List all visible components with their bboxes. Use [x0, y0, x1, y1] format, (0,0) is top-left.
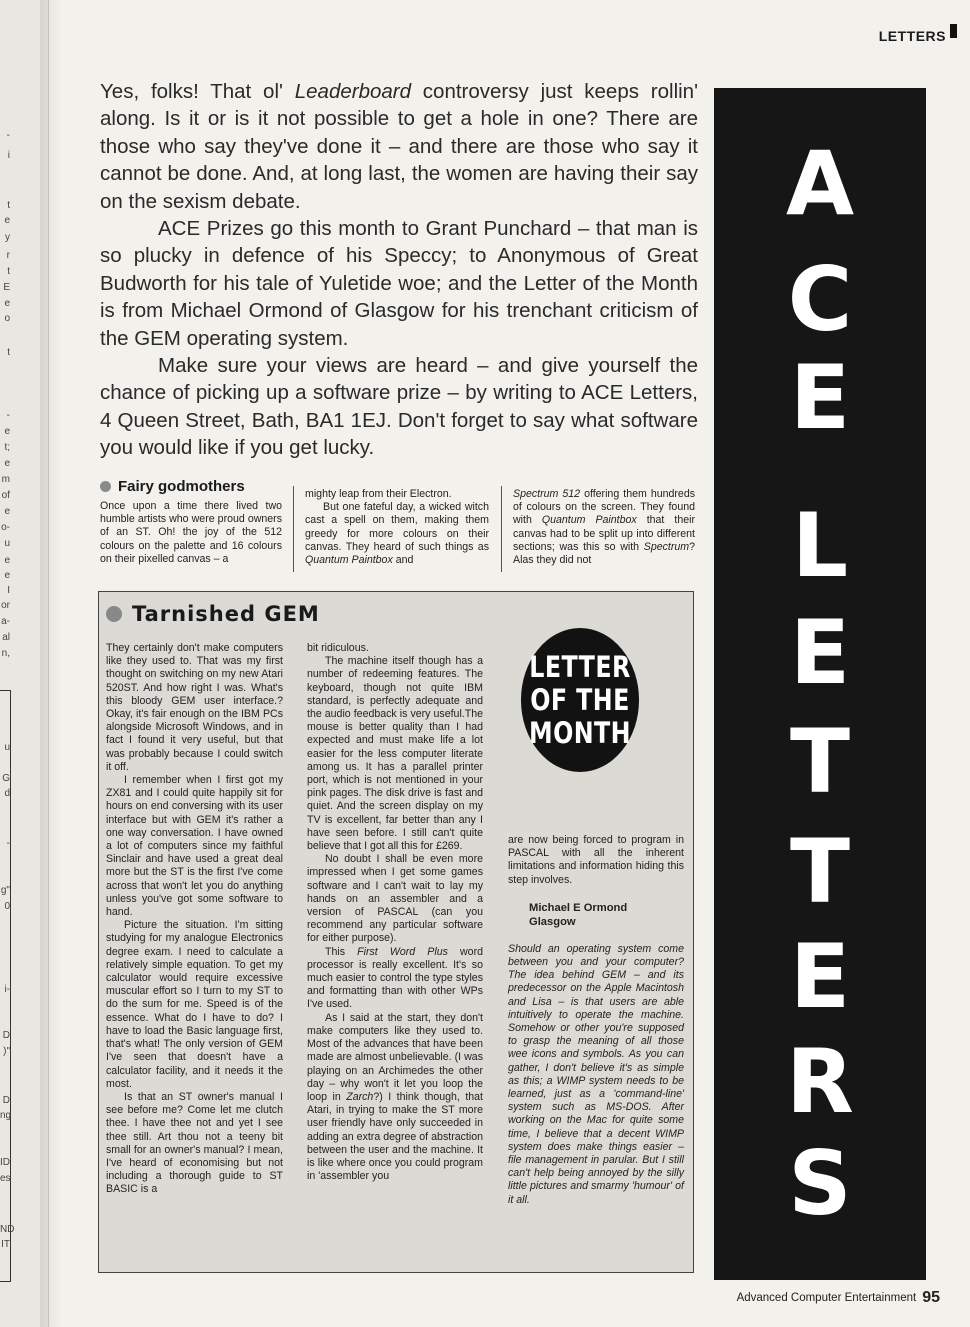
gutter-text-fragment: y [5, 232, 10, 243]
column-rule [501, 486, 502, 572]
gutter-text-fragment: of [1, 490, 10, 501]
gutter-text-fragment: e [4, 458, 10, 469]
gutter-text-fragment: t; [4, 442, 10, 453]
banner-letter: E [789, 925, 851, 1028]
intro-paragraph-2: ACE Prizes go this month to Grant Punchard – that man is so plucky in defence of his Speccy; to Anonymous of Great Budworth for his tale of Yuletide woe; and the Letter of the Month is from Michael Ormond of Glasgow for his trenchant criticism of the GEM operating system. [100, 217, 698, 350]
gem-column-1: They certainly don't make computers like they used to. That was my first thought on switching on my new Atari 520ST. And how right I was. What's this bloody GEM user interface.? Okay, it's fair enough on the IBM PCs alongside Microsoft Windows, and in fact I found it very useful, but that was probably because I could switch it off. I remember when I first got my ZX81 and I could quite happily sit for hours on end conversing with its user interface but with GEM it's rather a one way conversation. I have owned a lot of computers since my faithful Sinclair and have used a great deal more but the ST is the first I've come across that won't let you do anything unless you've got some software to hand. Picture the situation. I'm sitting studying for my analogue Electronics degree exam. I need to calculate a relatively simple equation. To get my calculator would require excessive muscular effort so I turn to my ST to do the sum for me. Speed is of the essence. What do I have to do? I have to load the Basic language first, that's what! The only version of GEM I've seen that doesn't have a calculator facility, and it needs it the most. Is that an ST owner's manual I see before me? Come let me clutch thee. I have thee not and yet I see thee still. Art thou not a teeny bit small for an owner's manual? I mean, I've heard of economising but not including a thorough guide to ST BASIC is a [106, 642, 283, 1196]
fairy-heading: Fairy godmothers [100, 478, 245, 495]
gem-letter-title: Tarnished GEM [106, 602, 320, 626]
gutter-text-fragment: d [4, 788, 10, 799]
banner-letter: E [789, 346, 851, 449]
gutter-text-fragment: e [4, 215, 10, 226]
gutter-text-fragment: es [0, 1173, 11, 1184]
gutter-text-fragment: D [2, 1095, 10, 1106]
banner-letter: R [786, 1030, 854, 1133]
banner-letter: T [789, 710, 851, 813]
banner-letter: S [788, 1132, 852, 1235]
signature-place: Glasgow [529, 915, 576, 928]
bullet-icon [106, 606, 122, 622]
gutter-text-fragment: r [6, 250, 10, 261]
gem-column-3: are now being forced to program in PASCAL with all the inherent limitations and information hiding this step involves. Michael E Ormond Glasgow Should an operating system come between you and your computer? The idea behind GEM – and its predecessor on the Apple Macintosh and Lisa – is that users are able intuitively to operate the machine. Somehow or other you're supposed to grasp the meaning of all those wee icons and symbols. As you can gather, I don't believe it's as simple as this; a WIMP system needs to be learned, just as a 'command-line' system such as MS-DOS. After working on the Mac for quite some time, I believe that a decent WIMP system does make things easier – file management in parular. But I still can't help being annoyed by the silly little pictures and smarmy 'humour' of it all. [508, 834, 684, 1206]
ace-letters-vertical-banner [714, 88, 926, 1280]
editor-reply: Should an operating system come between you and your computer? The idea behind GEM – and its predecessor on the Apple Macintosh and Lisa – is that users are able intuitively to operate the machine. Somehow or other you're supposed to grasp the meaning of all those wee icons and symbols. As you can gather, I don't believe it's as simple as this; a WIMP system needs to be learned, just as a 'command-line' system such as MS-DOS. After working on the Mac for quite some time, I believe that a decent WIMP system does make things easier – file management in parular. But I still can't help being annoyed by the silly little pictures and smarmy 'humour' of it all. [508, 942, 684, 1206]
gutter-text-fragment: )" [3, 1046, 10, 1057]
gutter-text-fragment: ID [0, 1157, 10, 1168]
bullet-icon [100, 481, 111, 492]
gutter-text-fragment: or [1, 600, 10, 611]
gutter-text-fragment: o [4, 313, 10, 324]
banner-letter: C [787, 248, 853, 351]
gutter-text-fragment: n, [1, 648, 10, 659]
gutter-text-fragment: - [6, 130, 10, 141]
fairy-column-1: Once upon a time there lived two humble artists who were proud owners of an ST. Oh! the joy of the 512 colours on the palette and 16 colours on their pixelled canvas – a [100, 500, 282, 565]
section-label: LETTERS [878, 28, 946, 44]
gutter-text-fragment: - [6, 838, 10, 849]
page-fold-shadow [40, 0, 62, 1327]
banner-letter: E [789, 601, 851, 704]
gem-column-2: bit ridiculous. The machine itself though has a number of redeeming features. The keyboard, though not quite IBM standard, is perfectly adequate and the audio feedback is very useful.The mouse is better quality than I had expected and must make life a lot easier for the less computer literate among us. It has a parallel printer port, which is not mentioned in your pink pages. The disk drive is fast and quiet. And the screen display on my TV is excellent, far better than any I have seen before. I still can't quite believe that I got all this for £269. No doubt I shall be even more impressed when I get some games software and I can't wait to lay my hands on an assembler and a version of PASCAL (can you recommend any particular software for either purpose). This First Word Plus word processor is really excellent. It's so much easier to control the type styles and formatting than with other WPs I've used. As I said at the start, they don't make computers like they used to. Most of the advances that have been made are almost unbelievable. (I was playing on an Archimedes the other day – why won't it let you loop the loop in Zarch?) I think though, that Atari, in trying to make the ST more user friendly have only succeeded in adding an extra degree of abstraction between the user and the machine. It is like where once you could program in 'assembler you [307, 642, 483, 1183]
publication-name: Advanced Computer Entertainment [736, 1292, 917, 1304]
intro-paragraph-3: Make sure your views are heard – and give yourself the chance of picking up a software prize – by writing to ACE Letters, 4 Queen Street, Bath, BA1 1EJ. Don't forget to say what software you would like if you get lucky. [100, 354, 698, 460]
page-number: 95 [922, 1289, 940, 1306]
gutter-text-fragment: ng [0, 1110, 12, 1121]
gutter-text-fragment: a- [1, 616, 10, 627]
gutter-text-fragment: t [7, 347, 10, 358]
gutter-text-fragment: e [4, 426, 10, 437]
gutter-text-fragment: al [2, 632, 10, 643]
gutter-text-fragment: i [7, 150, 10, 161]
gutter-text-fragment: e [4, 570, 10, 581]
gutter-text-fragment: IT [1, 1239, 10, 1250]
gutter-text-fragment: m [1, 474, 10, 485]
gutter-text-fragment: u [4, 538, 10, 549]
letter-of-the-month-badge: LETTER OF THE MONTH [521, 628, 639, 772]
fairy-column-2: mighty leap from their Electron. But one fateful day, a wicked witch cast a spell on them, making them greedy for more colours on their canvas. They heard of such things as Quantum Paintbox and [305, 488, 489, 567]
gutter-text-fragment: G [2, 773, 10, 784]
gutter-text-fragment: - [6, 410, 10, 421]
gutter-text-fragment: 0 [4, 901, 10, 912]
gutter-text-fragment: E [3, 282, 10, 293]
intro-text [100, 78, 698, 462]
gutter-text-fragment: e [4, 298, 10, 309]
gutter-text-fragment: u [4, 742, 10, 753]
column-rule [293, 486, 294, 572]
intro-paragraph-1: Yes, folks! That ol' Leaderboard controversy just keeps rollin' along. Is it or is it not possible to get a hole in one? There are those who say they've done it – and there are those who say it cannot be done. And, at long last, the women are having their say on the sexism debate. [100, 80, 698, 213]
banner-letter: L [791, 494, 849, 597]
banner-letter: A [785, 132, 855, 235]
gutter-text-fragment: e [4, 506, 10, 517]
gutter-text-fragment: t [7, 200, 10, 211]
gutter-text-fragment: D [2, 1030, 10, 1041]
gutter-text-fragment: i- [4, 984, 10, 995]
gutter-text-fragment: o- [1, 522, 10, 533]
gutter-text-fragment: ND [0, 1224, 15, 1235]
banner-letter: T [789, 820, 851, 923]
gutter-text-fragment: g" [0, 885, 10, 896]
fairy-column-3: Spectrum 512 offering them hundreds of colours on the screen. They found with Quantum Paintbox that their canvas had to be split up into different sections; was this so with Spectrum? Alas they did not [513, 488, 696, 567]
gutter-text-fragment: t [7, 266, 10, 277]
gutter-text-fragment: e [4, 555, 10, 566]
gutter-text-fragment: I [7, 585, 10, 596]
section-corner-mark [950, 24, 957, 38]
page-footer [737, 1289, 940, 1307]
signature-name: Michael E Ormond [529, 901, 628, 914]
